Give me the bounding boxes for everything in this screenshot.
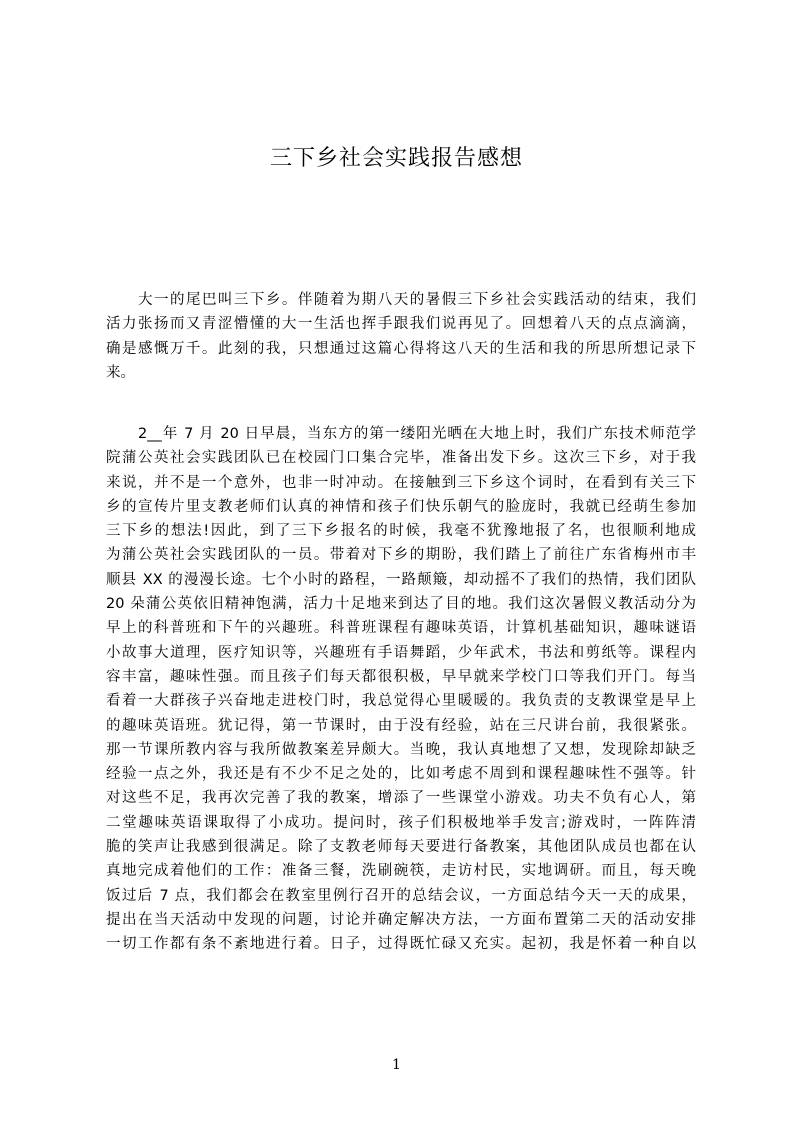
paragraph-line: 小故事大道理，医疗知识等，兴趣班有手语舞蹈，少年武术，书法和剪纸等。课程内 <box>106 644 696 661</box>
paragraph-line: 饭过后 7 点，我们都会在教室里例行召开的总结会议，一方面总结今天一天的成果， <box>106 887 696 904</box>
paragraph-line: 的趣味英语班。犹记得，第一节课时，由于没有经验，站在三尺讲台前，我很紧张。 <box>106 717 696 734</box>
paragraph-2 <box>106 422 696 957</box>
paragraph-line: 20 朵蒲公英依旧精神饱满，活力十足地来到达了目的地。我们这次暑假义教活动分为 <box>106 596 696 613</box>
paragraph-line: 活力张扬而又青涩懵懂的大一生活也挥手跟我们说再见了。回想着八天的点点滴滴， <box>106 316 696 333</box>
page-number: 1 <box>392 1057 401 1073</box>
paragraph-line: 经验一点之外，我还是有不少不足之处的，比如考虑不周到和课程趣味性不强等。针 <box>106 766 696 783</box>
paragraph-line: 容丰富，趣味性强。而且孩子们每天都很积极，早早就来学校门口等我们开门。每当 <box>106 668 696 685</box>
paragraph-line: 那一节课所教内容与我所做教案差异颇大。当晚，我认真地想了又想，发现除却缺乏 <box>106 741 696 758</box>
paragraph-line: 真地完成着他们的工作：准备三餐，洗刷碗筷，走访村民，实地调研。而且，每天晚 <box>106 863 696 880</box>
paragraph-line: 提出在当天活动中发现的问题，讨论并确定解决方法，一方面布置第二天的活动安排 <box>106 911 696 928</box>
paragraph-line: 大一的尾巴叫三下乡。伴随着为期八天的暑假三下乡社会实践活动的结束，我们 <box>138 292 696 308</box>
paragraph-line: 乡的宣传片里支教老师们认真的神情和孩子们快乐朝气的脸庞时，我就已经萌生参加 <box>106 498 696 515</box>
paragraph-1 <box>106 288 696 385</box>
document-title: 三下乡社会实践报告感想 <box>269 146 523 171</box>
paragraph-line: 为蒲公英社会实践团队的一员。带着对下乡的期盼，我们踏上了前往广东省梅州市丰 <box>106 547 696 564</box>
paragraph-line: 院蒲公英社会实践团队已在校园门口集合完毕，准备出发下乡。这次三下乡，对于我 <box>106 450 696 467</box>
paragraph-line: 来。 <box>106 364 135 381</box>
paragraph-line: 一切工作都有条不紊地进行着。日子，过得既忙碌又充实。起初，我是怀着一种自以 <box>106 936 696 953</box>
paragraph-line: 顺县 XX 的漫漫长途。七个小时的路程，一路颠簸，却动摇不了我们的热情，我们团队 <box>106 571 696 588</box>
paragraph-line: 早上的科普班和下午的兴趣班。科普班课程有趣味英语，计算机基础知识，趣味谜语 <box>106 620 696 637</box>
paragraph-line: 脆的笑声让我感到很满足。除了支教老师每天要进行备教案，其他团队成员也都在认 <box>106 839 696 856</box>
paragraph-line: 对这些不足，我再次完善了我的教案，增添了一些课堂小游戏。功夫不负有心人，第 <box>106 790 696 807</box>
paragraph-line: 三下乡的想法!因此，到了三下乡报名的时候，我毫不犹豫地报了名，也很顺利地成 <box>106 523 696 540</box>
paragraph-line: 确是感慨万千。此刻的我，只想通过这篇心得将这八天的生活和我的所思所想记录下 <box>106 340 696 357</box>
paragraph-line: 看着一大群孩子兴奋地走进校门时，我总觉得心里暖暖的。我负责的支教课堂是早上 <box>106 693 696 710</box>
paragraph-line: 2__年 7 月 20 日早晨，当东方的第一缕阳光晒在大地上时，我们广东技术师范学 <box>138 426 696 442</box>
paragraph-line: 二堂趣味英语课取得了小成功。提问时，孩子们积极地举手发言;游戏时，一阵阵清 <box>106 814 696 831</box>
paragraph-line: 来说，并不是一个意外，也非一时冲动。在接触到三下乡这个词时，在看到有关三下 <box>106 474 696 491</box>
